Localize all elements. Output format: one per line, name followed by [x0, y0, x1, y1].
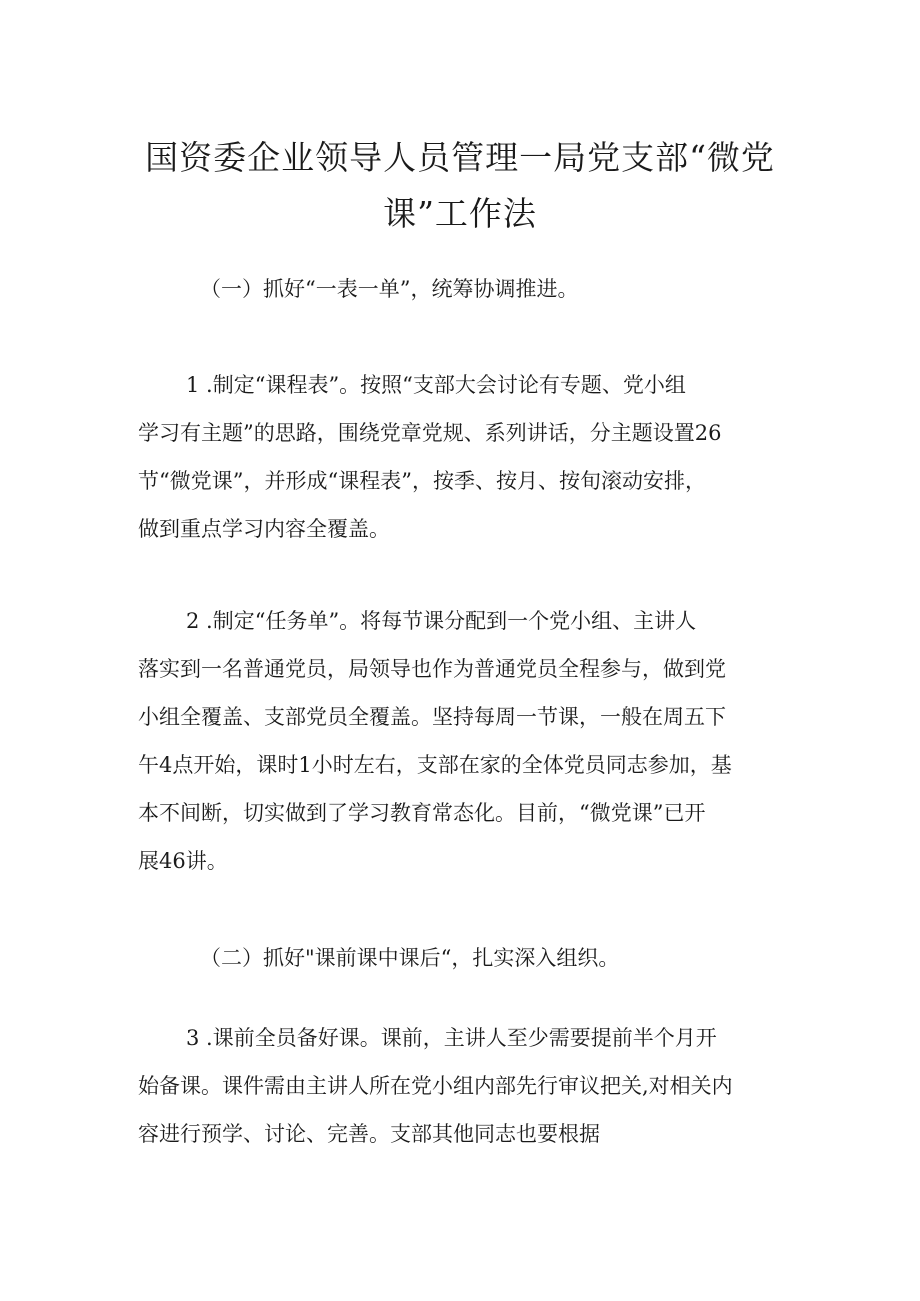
- title-line-2: 课”工作法: [383, 194, 537, 233]
- document-title: [130, 130, 790, 242]
- paragraph-line: 3 .课前全员备好课。课前，主讲人至少需要提前半个月开: [186, 1026, 717, 1050]
- paragraph-1: [138, 361, 798, 553]
- paragraph-line: 小组全覆盖、支部党员全覆盖。坚持每周一节课，一般在周五下: [138, 705, 726, 729]
- section-heading-2: （二）抓好"课前课中课后“，扎实深入组织。: [200, 946, 620, 970]
- paragraph-line: 本不间断，切实做到了学习教育常态化。目前，“微党课”已开: [138, 801, 706, 825]
- paragraph-line: 做到重点学习内容全覆盖。: [138, 517, 390, 541]
- paragraph-line: 始备课。课件需由主讲人所在党小组内部先行审议把关,对相关内: [138, 1074, 733, 1098]
- title-line-1: 国资委企业领导人员管理一局党支部“微党: [145, 138, 775, 177]
- paragraph-line: 落实到一名普通党员，局领导也作为普通党员全程参与，做到党: [138, 657, 726, 681]
- paragraph-line: 学习有主题”的思路，围绕党章党规、系列讲话，分主题设置26: [138, 421, 722, 445]
- paragraph-line: 1 .制定“课程表”。按照“支部大会讨论有专题、党小组: [186, 373, 686, 397]
- paragraph-line: 节“微党课”，并形成“课程表”，按季、按月、按旬滚动安排，: [138, 469, 706, 493]
- section-heading-1: （一）抓好“一表一单”，统筹协调推进。: [200, 277, 579, 301]
- paragraph-line: 容进行预学、讨论、完善。支部其他同志也要根据: [138, 1122, 600, 1146]
- paragraph-line: 午4点开始，课时1小时左右，支部在家的全体党员同志参加，基: [138, 753, 732, 777]
- paragraph-2: [138, 597, 798, 885]
- paragraph-line: 2 .制定“任务单”。将每节课分配到一个党小组、主讲人: [186, 609, 697, 633]
- paragraph-3: [138, 1014, 798, 1158]
- paragraph-line: 展46讲。: [138, 849, 228, 873]
